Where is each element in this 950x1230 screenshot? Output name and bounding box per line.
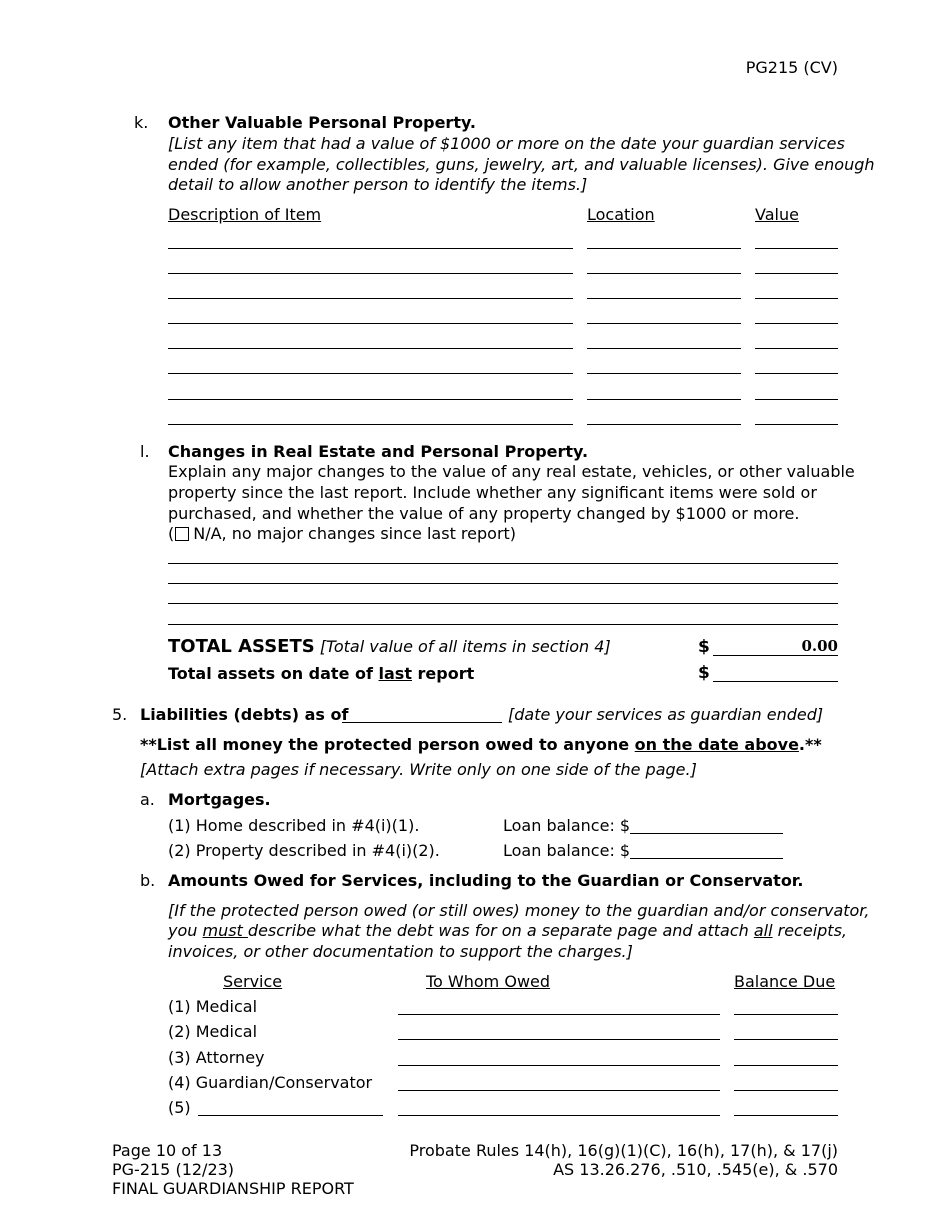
to-whom-owed-field[interactable]: [398, 1039, 720, 1040]
liabilities-date-field[interactable]: [342, 722, 502, 723]
value-field[interactable]: [755, 273, 838, 274]
value-field[interactable]: [755, 399, 838, 400]
description-field[interactable]: [168, 373, 573, 374]
balance-due-field[interactable]: [734, 1039, 838, 1040]
location-field[interactable]: [587, 424, 741, 425]
last-report-currency: $: [698, 663, 710, 683]
col-header-location: Location: [587, 205, 655, 224]
section-5-date-note: [date your services as guardian ended]: [508, 705, 824, 724]
section-l-body-2: property since the last report. Include whether any significant items were sold or: [168, 483, 817, 502]
note2-post: receipts,: [772, 921, 847, 940]
na-paren: (: [168, 524, 175, 543]
last-report-last: last: [378, 664, 412, 683]
value-field[interactable]: [755, 323, 838, 324]
col-header-to-whom-owed: To Whom Owed: [426, 972, 551, 991]
section-5a-letter: a.: [140, 790, 155, 809]
section-5-number: 5.: [112, 705, 128, 724]
location-field[interactable]: [587, 323, 741, 324]
section-5b-note-1: [If the protected person owed (or still owes) money to the guardian and/or conservator,: [168, 901, 870, 920]
location-field[interactable]: [587, 248, 741, 249]
col-header-description: Description of Item: [168, 205, 322, 224]
section-5b-title: Amounts Owed for Services, including to the Guardian or Conservator.: [168, 871, 804, 890]
total-assets-label: TOTAL ASSETS: [168, 636, 315, 657]
section-5b-note-3: invoices, or other documentation to support the charges.]: [168, 942, 633, 961]
total-assets-row: [168, 636, 611, 657]
description-field[interactable]: [168, 399, 573, 400]
service-label: (5): [168, 1098, 191, 1117]
location-field[interactable]: [587, 399, 741, 400]
footer-page: Page 10 of 13: [112, 1141, 223, 1160]
location-field[interactable]: [587, 373, 741, 374]
mortgage-item-1: (1) Home described in #4(i)(1).: [168, 816, 420, 835]
section-5-title: Liabilities (debts) as of: [140, 705, 349, 724]
to-whom-owed-field[interactable]: [398, 1115, 720, 1116]
na-checkbox[interactable]: [175, 527, 189, 541]
to-whom-owed-field[interactable]: [398, 1090, 720, 1091]
balance-due-field[interactable]: [734, 1090, 838, 1091]
to-whom-owed-field[interactable]: [398, 1014, 720, 1015]
last-report-pre: Total assets on date of: [168, 664, 379, 683]
service-label: (1) Medical: [168, 997, 258, 1016]
section-k-letter: k.: [134, 113, 149, 132]
section-l-letter: l.: [140, 442, 150, 461]
section-k-instruction-2: ended (for example, collectibles, guns, jewelry, art, and valuable licenses). Give enough: [168, 155, 875, 174]
section-k-instruction-1: [List any item that had a value of $1000 or more on the date your guardian services: [168, 134, 845, 153]
changes-line[interactable]: [168, 624, 838, 625]
form-code: PG215 (CV): [745, 58, 838, 77]
description-field[interactable]: [168, 348, 573, 349]
col-header-balance-due: Balance Due: [734, 972, 836, 991]
footer-rules: Probate Rules 14(h), 16(g)(1)(C), 16(h), 17(h), & 17(j): [409, 1141, 838, 1160]
section-5b-letter: b.: [140, 871, 156, 890]
footer-form: PG-215 (12/23): [112, 1160, 235, 1179]
na-option: [168, 524, 516, 543]
total-assets-note: [Total value of all items in section 4]: [319, 637, 611, 656]
list-underlined: on the date above: [634, 735, 799, 754]
service-label: (4) Guardian/Conservator: [168, 1073, 373, 1092]
list-pre: **List all money the protected person owed to anyone: [140, 735, 635, 754]
service-other-field[interactable]: [198, 1115, 383, 1116]
loan-balance-field-1[interactable]: [630, 833, 783, 834]
section-5a-title: Mortgages.: [168, 790, 271, 809]
value-field[interactable]: [755, 298, 838, 299]
section-k-instruction-3: detail to allow another person to identify the items.]: [168, 175, 588, 194]
attach-note: [Attach extra pages if necessary. Write only on one side of the page.]: [140, 760, 697, 779]
value-field[interactable]: [755, 248, 838, 249]
changes-line[interactable]: [168, 603, 838, 604]
list-post: .**: [798, 735, 822, 754]
section-k-title: Other Valuable Personal Property.: [168, 113, 477, 132]
last-report-label: [168, 664, 474, 683]
balance-due-field[interactable]: [734, 1014, 838, 1015]
changes-line[interactable]: [168, 563, 838, 564]
mortgage-item-2: (2) Property described in #4(i)(2).: [168, 841, 440, 860]
footer-title: FINAL GUARDIANSHIP REPORT: [112, 1179, 354, 1198]
note2-must: must: [202, 921, 248, 940]
footer-statutes: AS 13.26.276, .510, .545(e), & .570: [553, 1160, 838, 1179]
location-field[interactable]: [587, 348, 741, 349]
last-report-post: report: [411, 664, 475, 683]
changes-line[interactable]: [168, 583, 838, 584]
description-field[interactable]: [168, 298, 573, 299]
to-whom-owed-field[interactable]: [398, 1065, 720, 1066]
list-all-instruction: [140, 735, 822, 754]
location-field[interactable]: [587, 273, 741, 274]
section-5b-note-2: [168, 921, 847, 940]
loan-balance-field-2[interactable]: [630, 858, 783, 859]
total-assets-currency: $: [698, 637, 710, 657]
note2-all: all: [753, 921, 773, 940]
note2-mid: describe what the debt was for on a separate page and attach: [247, 921, 754, 940]
col-header-service: Service: [223, 972, 283, 991]
description-field[interactable]: [168, 424, 573, 425]
section-l-body-1: Explain any major changes to the value of any real estate, vehicles, or other valuable: [168, 462, 855, 481]
last-report-value[interactable]: [713, 663, 838, 682]
balance-due-field[interactable]: [734, 1065, 838, 1066]
loan-balance-label-2: Loan balance: $: [503, 841, 631, 860]
note2-pre: you: [168, 921, 203, 940]
section-l-title: Changes in Real Estate and Personal Property.: [168, 442, 589, 461]
section-l-body-3: purchased, and whether the value of any property changed by $1000 or more.: [168, 504, 800, 523]
service-label: (3) Attorney: [168, 1048, 265, 1067]
service-label: (2) Medical: [168, 1022, 258, 1041]
value-field[interactable]: [755, 424, 838, 425]
description-field[interactable]: [168, 323, 573, 324]
col-header-value: Value: [755, 205, 799, 224]
total-assets-value[interactable]: 0.00: [713, 637, 838, 656]
na-label: N/A, no major changes since last report): [193, 524, 517, 543]
value-field[interactable]: [755, 348, 838, 349]
loan-balance-label-1: Loan balance: $: [503, 816, 631, 835]
value-field[interactable]: [755, 373, 838, 374]
location-field[interactable]: [587, 298, 741, 299]
description-field[interactable]: [168, 248, 573, 249]
description-field[interactable]: [168, 273, 573, 274]
balance-due-field[interactable]: [734, 1115, 838, 1116]
